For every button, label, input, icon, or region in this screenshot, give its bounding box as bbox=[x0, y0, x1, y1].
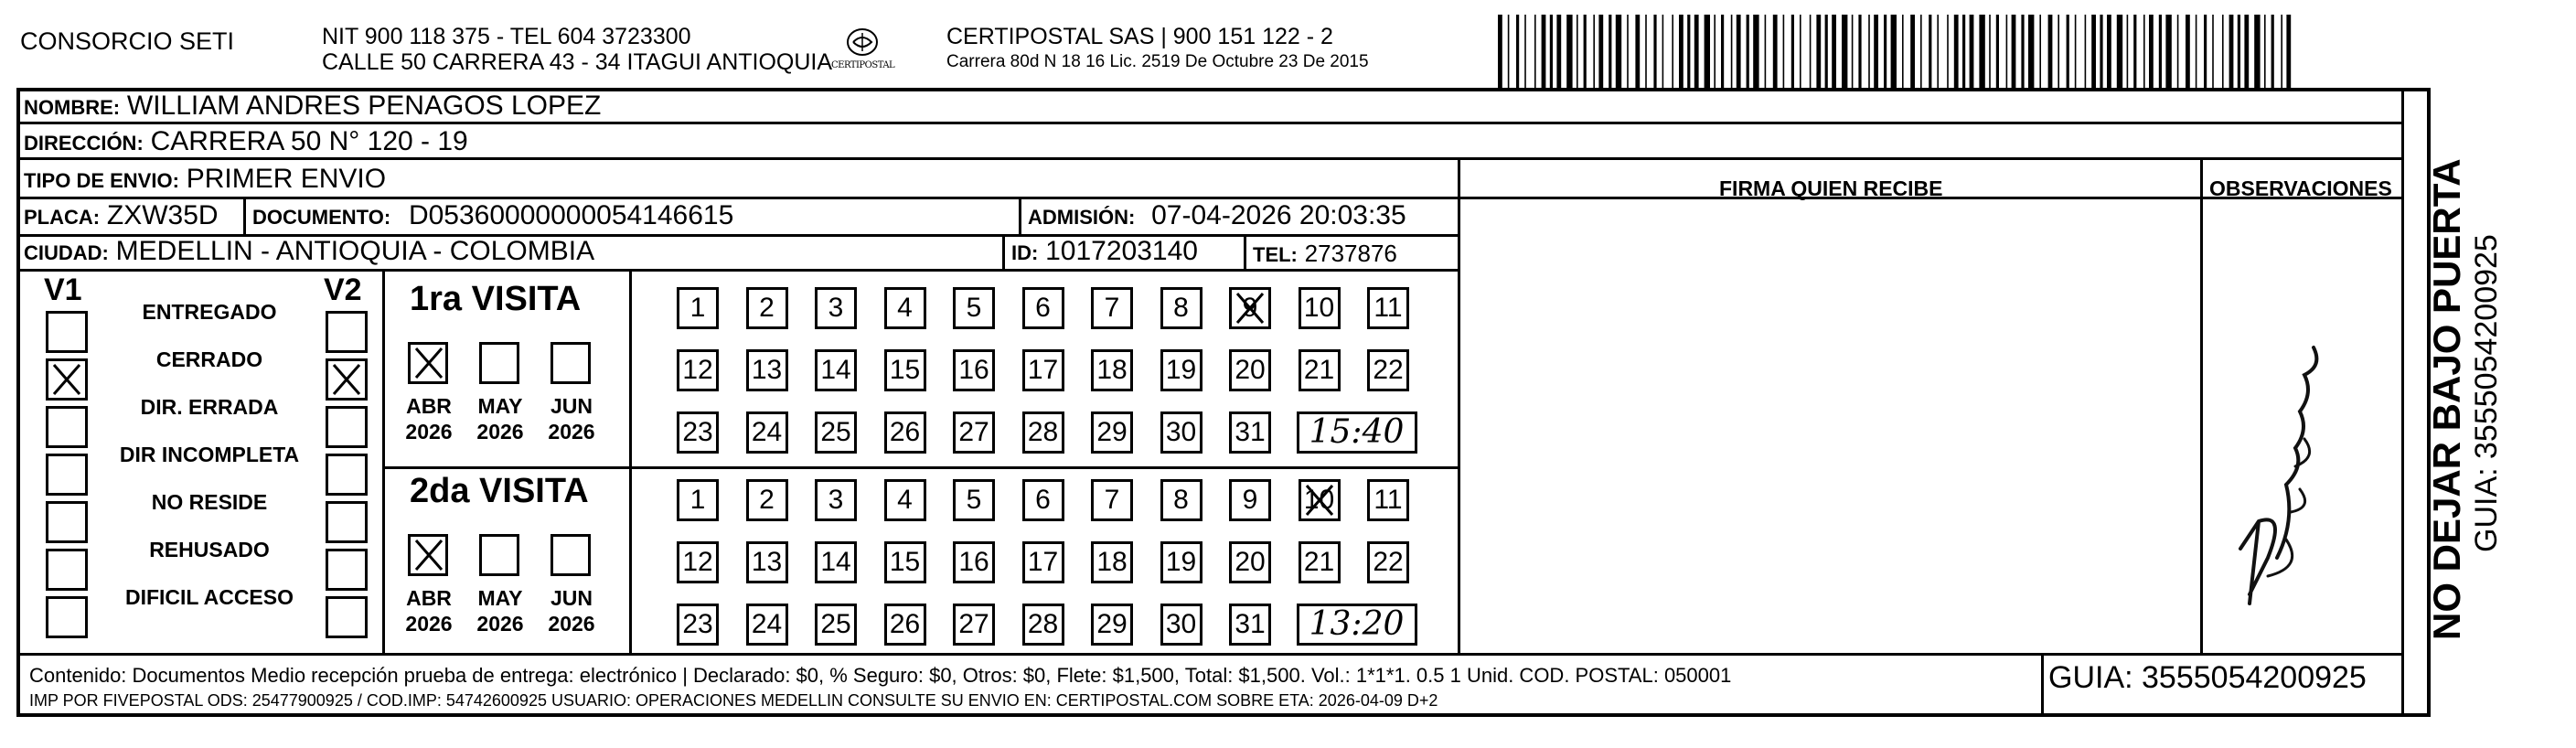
day-cell[interactable]: 4 bbox=[884, 479, 926, 521]
barcode-bar bbox=[2186, 15, 2190, 90]
month-checkbox[interactable] bbox=[479, 342, 519, 384]
day-cell[interactable]: 2 bbox=[746, 287, 788, 329]
day-cell[interactable]: 29 bbox=[1091, 604, 1133, 646]
tel-field bbox=[1253, 239, 1397, 270]
nombre-label: NOMBRE: bbox=[24, 96, 121, 119]
day-cell[interactable]: 5 bbox=[953, 287, 995, 329]
barcode-bar bbox=[1810, 15, 1812, 90]
day-cell[interactable]: 4 bbox=[884, 287, 926, 329]
status-label: DIR. ERRADA bbox=[140, 395, 279, 419]
barcode-bar bbox=[2058, 15, 2059, 90]
day-cell[interactable]: 26 bbox=[884, 604, 926, 646]
barcode-bar bbox=[1800, 15, 1801, 90]
barcode-bar bbox=[1765, 15, 1767, 90]
barcode-bar bbox=[2177, 15, 2179, 90]
no-dejar-warning: NO DEJAR BAJO PUERTA bbox=[2425, 158, 2468, 640]
month-label bbox=[468, 585, 532, 636]
row-divider bbox=[16, 269, 1458, 272]
barcode-bar bbox=[1954, 15, 1959, 90]
barcode-bar bbox=[1753, 15, 1758, 90]
barcode-bar bbox=[2143, 15, 2145, 90]
id-value: 1017203140 bbox=[1045, 236, 1198, 266]
tel-label: TEL: bbox=[1253, 243, 1298, 266]
barcode-bar bbox=[1737, 15, 1741, 90]
barcode-bar bbox=[1662, 15, 1664, 90]
barcode-bar bbox=[2281, 15, 2282, 90]
month-checkbox[interactable] bbox=[550, 534, 591, 576]
day-cell[interactable]: 20 bbox=[1229, 349, 1271, 391]
month-label bbox=[540, 393, 604, 444]
status-label: DIFICIL ACCESO bbox=[124, 585, 294, 609]
address-line: CALLE 50 CARRERA 43 - 34 ITAGUI ANTIOQUIA bbox=[322, 49, 833, 75]
day-cell[interactable]: 3 bbox=[815, 479, 857, 521]
month-year: 2026 bbox=[476, 420, 524, 443]
barcode-bar bbox=[1773, 15, 1778, 90]
day-cell[interactable]: 7 bbox=[1091, 287, 1133, 329]
barcode-bar bbox=[1874, 15, 1878, 90]
month-checkbox[interactable] bbox=[408, 342, 448, 384]
status-label: REHUSADO bbox=[149, 538, 270, 561]
day-cell[interactable]: 14 bbox=[815, 349, 857, 391]
barcode-bar bbox=[2212, 15, 2214, 90]
day-cell[interactable]: 1 bbox=[677, 287, 719, 329]
col-divider bbox=[1019, 197, 1021, 234]
v1-checkbox[interactable] bbox=[46, 358, 88, 401]
barcode-bar bbox=[2204, 15, 2207, 90]
day-cell[interactable]: 6 bbox=[1022, 479, 1064, 521]
barcode-bar bbox=[1694, 15, 1699, 90]
barcode-bar bbox=[2075, 15, 2077, 90]
barcode-bar bbox=[2254, 15, 2260, 90]
visita2-title: 2da VISITA bbox=[410, 472, 589, 510]
content-details: Contenido: Documentos Medio recepción prueba de entrega: electrónico | Declarado: $0, % Seguro: $0, Otros: $0, Flete: $1,500, Total: $1,500. Vol.: 1*1*1. 0.5 1 Unid. COD. POSTAL: 050001 bbox=[29, 664, 1732, 687]
barcode-bar bbox=[1858, 15, 1861, 90]
barcode-bar bbox=[1902, 15, 1904, 90]
day-cell[interactable]: 9 bbox=[1229, 479, 1271, 521]
barcode-bar bbox=[1616, 15, 1621, 90]
col-divider bbox=[2041, 653, 2044, 717]
barcode-bar bbox=[1920, 15, 1922, 90]
day-cell[interactable]: 18 bbox=[1091, 349, 1133, 391]
barcode-bar bbox=[2222, 15, 2224, 90]
v2-checkbox[interactable] bbox=[326, 501, 368, 543]
day-cell[interactable]: 25 bbox=[815, 604, 857, 646]
cert-line: CERTIPOSTAL SAS | 900 151 122 - 2 bbox=[946, 24, 1333, 49]
x-mark-icon bbox=[48, 361, 85, 398]
v1-label: V1 bbox=[44, 272, 82, 307]
month-checkbox[interactable] bbox=[479, 534, 519, 576]
barcode-bar bbox=[1852, 15, 1854, 90]
barcode-bar bbox=[2117, 15, 2122, 90]
col-divider bbox=[1002, 234, 1005, 269]
barcode-bar bbox=[1714, 15, 1716, 90]
barcode-bar bbox=[2238, 15, 2240, 90]
day-cell[interactable]: 10 bbox=[1299, 479, 1341, 521]
day-cell[interactable]: 23 bbox=[677, 604, 719, 646]
barcode-bar bbox=[2091, 15, 2096, 90]
nombre-field bbox=[24, 91, 601, 123]
day-cell[interactable]: 2 bbox=[746, 479, 788, 521]
day-cell[interactable]: 28 bbox=[1022, 411, 1064, 454]
barcode-bar bbox=[1534, 15, 1536, 90]
barcode-bar bbox=[1747, 15, 1749, 90]
month-name: MAY bbox=[477, 394, 523, 418]
barcode-bar bbox=[1816, 15, 1821, 90]
day-cell[interactable]: 30 bbox=[1160, 604, 1202, 646]
barcode-bar bbox=[2165, 15, 2171, 90]
month-name: MAY bbox=[477, 586, 523, 610]
day-cell[interactable]: 5 bbox=[953, 479, 995, 521]
barcode-bar bbox=[1645, 15, 1647, 90]
day-cell[interactable]: 30 bbox=[1160, 411, 1202, 454]
barcode-bar bbox=[1584, 15, 1587, 90]
barcode-bar bbox=[1679, 15, 1683, 90]
day-cell[interactable]: 16 bbox=[953, 541, 995, 583]
direccion-value: CARRERA 50 N° 120 - 19 bbox=[150, 126, 468, 156]
barcode-bar bbox=[1705, 15, 1710, 90]
day-cell[interactable]: 8 bbox=[1160, 479, 1202, 521]
x-mark-icon bbox=[411, 345, 447, 381]
barcode-bar bbox=[1556, 15, 1561, 90]
print-info: IMP POR FIVEPOSTAL ODS: 25477900925 / COD.IMP: 54742600925 USUARIO: OPERACIONES MEDELLIN CONSULTE SU ENVIO EN: CERTIPOSTAL.COM SOBRE ETA: 2026-04-09 D+2 bbox=[29, 691, 1438, 710]
day-cell[interactable]: 7 bbox=[1091, 479, 1133, 521]
barcode-bar bbox=[1979, 15, 1984, 90]
v2-checkbox[interactable] bbox=[326, 358, 368, 401]
barcode-bar bbox=[2012, 15, 2016, 90]
documento-label: DOCUMENTO: bbox=[252, 206, 391, 229]
barcode-bar bbox=[2100, 15, 2102, 90]
barcode-bar bbox=[1989, 15, 1991, 90]
barcode-bar bbox=[1891, 15, 1897, 90]
nombre-value: WILLIAM ANDRES PENAGOS LOPEZ bbox=[126, 91, 602, 121]
barcode-bar bbox=[1842, 15, 1847, 90]
barcode-bar bbox=[2006, 15, 2008, 90]
barcode-bar bbox=[2159, 15, 2162, 90]
tipo-value: PRIMER ENVIO bbox=[186, 164, 387, 194]
day-cell[interactable]: 21 bbox=[1299, 541, 1341, 583]
day-cell[interactable]: 1 bbox=[677, 479, 719, 521]
day-cell[interactable]: 6 bbox=[1022, 287, 1064, 329]
day-cell[interactable]: 28 bbox=[1022, 604, 1064, 646]
v2-checkbox[interactable] bbox=[326, 596, 368, 638]
col-divider bbox=[382, 269, 385, 653]
barcode-bar bbox=[1508, 15, 1510, 90]
barcode-bar bbox=[2264, 15, 2266, 90]
day-cell[interactable]: 9 bbox=[1229, 287, 1271, 329]
nit-line: NIT 900 118 375 - TEL 604 3723300 bbox=[322, 24, 691, 49]
day-cell[interactable]: 22 bbox=[1367, 541, 1409, 583]
row-divider bbox=[382, 466, 1458, 469]
barcode-bar bbox=[1791, 15, 1794, 90]
day-cell[interactable]: 31 bbox=[1229, 411, 1271, 454]
barcode-bar bbox=[2229, 15, 2234, 90]
barcode-bar bbox=[2286, 15, 2291, 90]
day-cell[interactable]: 19 bbox=[1160, 541, 1202, 583]
v2-checkbox[interactable] bbox=[326, 311, 368, 353]
guia-vertical: GUIA: 3555054200925 bbox=[2469, 234, 2504, 552]
status-label: ENTREGADO bbox=[142, 300, 277, 324]
v1-checkbox[interactable] bbox=[46, 596, 88, 638]
day-cell[interactable]: 26 bbox=[884, 411, 926, 454]
day-cell[interactable]: 16 bbox=[953, 349, 995, 391]
barcode bbox=[1498, 15, 2301, 90]
col-divider bbox=[2200, 157, 2203, 656]
day-cell[interactable]: 13 bbox=[746, 349, 788, 391]
visita1-title: 1ra VISITA bbox=[410, 280, 582, 318]
admision-label: ADMISIÓN: bbox=[1028, 206, 1136, 229]
documento-value: D05360000000054146615 bbox=[408, 200, 734, 230]
day-cell[interactable]: 24 bbox=[746, 411, 788, 454]
barcode-bar bbox=[1653, 15, 1656, 90]
barcode-bar bbox=[1970, 15, 1974, 90]
documento-field bbox=[252, 201, 733, 232]
x-mark-icon bbox=[1232, 290, 1268, 326]
certipostal-logo bbox=[828, 22, 897, 80]
day-cell[interactable]: 21 bbox=[1299, 349, 1341, 391]
day-cell[interactable]: 24 bbox=[746, 604, 788, 646]
day-cell[interactable]: 8 bbox=[1160, 287, 1202, 329]
barcode-bar bbox=[1825, 15, 1828, 90]
barcode-bar bbox=[1635, 15, 1640, 90]
month-name: ABR bbox=[406, 394, 452, 418]
company-info bbox=[322, 24, 832, 75]
day-cell[interactable]: 17 bbox=[1022, 541, 1064, 583]
day-cell[interactable]: 12 bbox=[677, 541, 719, 583]
barcode-bar bbox=[1687, 15, 1690, 90]
placa-label: PLACA: bbox=[24, 206, 101, 229]
month-name: JUN bbox=[550, 394, 593, 418]
month-checkbox[interactable] bbox=[408, 534, 448, 576]
day-cell[interactable]: 27 bbox=[953, 411, 995, 454]
v2-checkbox[interactable] bbox=[326, 549, 368, 591]
status-label: DIR INCOMPLETA bbox=[119, 443, 300, 466]
tel-value: 2737876 bbox=[1304, 240, 1397, 267]
day-cell[interactable]: 15 bbox=[884, 349, 926, 391]
license-line: Carrera 80d N 18 16 Lic. 2519 De Octubre 23 De 2015 bbox=[946, 52, 1369, 71]
barcode-bar bbox=[1524, 15, 1526, 90]
placa-field bbox=[24, 201, 219, 232]
status-label: NO RESIDE bbox=[151, 490, 268, 514]
v1-checkbox[interactable] bbox=[46, 454, 88, 496]
barcode-bar bbox=[1731, 15, 1733, 90]
month-year: 2026 bbox=[548, 420, 595, 443]
id-field bbox=[1011, 237, 1198, 268]
placa-value: ZXW35D bbox=[106, 200, 219, 230]
barcode-bar bbox=[1962, 15, 1965, 90]
month-year: 2026 bbox=[476, 612, 524, 636]
admision-field bbox=[1028, 201, 1406, 232]
signature bbox=[2222, 338, 2359, 613]
logo-text: CERTIPOSTAL bbox=[831, 60, 895, 70]
v1-checkbox[interactable] bbox=[46, 311, 88, 353]
observaciones-header: OBSERVACIONES bbox=[2209, 176, 2392, 200]
barcode-bar bbox=[1721, 15, 1724, 90]
firma-header: FIRMA QUIEN RECIBE bbox=[1719, 176, 1943, 200]
month-label bbox=[540, 585, 604, 636]
direccion-label: DIRECCIÓN: bbox=[24, 132, 144, 155]
barcode-bar bbox=[1929, 15, 1931, 90]
direccion-field bbox=[24, 127, 468, 158]
col-divider bbox=[629, 269, 632, 653]
barcode-bar bbox=[2021, 15, 2024, 90]
barcode-bar bbox=[1868, 15, 1870, 90]
barcode-bar bbox=[1672, 15, 1673, 90]
barcode-bar bbox=[1832, 15, 1836, 90]
day-cell[interactable]: 31 bbox=[1229, 604, 1271, 646]
certipostal-info bbox=[946, 24, 1369, 75]
barcode-bar bbox=[1542, 15, 1546, 90]
day-cell[interactable]: 18 bbox=[1091, 541, 1133, 583]
day-cell[interactable]: 23 bbox=[677, 411, 719, 454]
barcode-bar bbox=[2039, 15, 2041, 90]
month-year: 2026 bbox=[548, 612, 595, 636]
tipo-label: TIPO DE ENVIO: bbox=[24, 169, 179, 192]
day-cell[interactable]: 19 bbox=[1160, 349, 1202, 391]
tipo-envio-field bbox=[24, 165, 386, 196]
col-divider bbox=[1244, 234, 1246, 269]
status-label: CERRADO bbox=[155, 347, 263, 371]
month-name: JUN bbox=[550, 586, 593, 610]
day-cell[interactable]: 20 bbox=[1229, 541, 1271, 583]
barcode-bar bbox=[2048, 15, 2053, 90]
month-year: 2026 bbox=[405, 612, 453, 636]
barcode-bar bbox=[1598, 15, 1603, 90]
barcode-bar bbox=[1884, 15, 1887, 90]
day-cell[interactable]: 17 bbox=[1022, 349, 1064, 391]
barcode-bar bbox=[1627, 15, 1629, 90]
barcode-bar bbox=[1783, 15, 1785, 90]
day-cell[interactable]: 10 bbox=[1299, 287, 1341, 329]
v2-checkbox[interactable] bbox=[326, 406, 368, 448]
month-label bbox=[397, 585, 461, 636]
day-cell[interactable]: 11 bbox=[1367, 479, 1409, 521]
barcode-bar bbox=[2149, 15, 2154, 90]
barcode-bar bbox=[1516, 15, 1519, 90]
x-mark-icon bbox=[328, 361, 365, 398]
day-cell[interactable]: 29 bbox=[1091, 411, 1133, 454]
barcode-bar bbox=[2133, 15, 2136, 90]
barcode-bar bbox=[1910, 15, 1915, 90]
v2-label: V2 bbox=[324, 272, 362, 307]
barcode-bar bbox=[1566, 15, 1572, 90]
guia-number: GUIA: 3555054200925 bbox=[2048, 660, 2367, 695]
barcode-bar bbox=[1498, 15, 1502, 90]
day-cell[interactable]: 3 bbox=[815, 287, 857, 329]
month-name: ABR bbox=[406, 586, 452, 610]
barcode-bar bbox=[2028, 15, 2034, 90]
day-cell[interactable]: 14 bbox=[815, 541, 857, 583]
admision-value: 07-04-2026 20:03:35 bbox=[1151, 200, 1406, 230]
barcode-bar bbox=[1593, 15, 1595, 90]
day-cell[interactable]: 25 bbox=[815, 411, 857, 454]
day-cell[interactable]: 13 bbox=[746, 541, 788, 583]
col-divider bbox=[2401, 88, 2404, 717]
barcode-bar bbox=[1937, 15, 1939, 90]
row-divider bbox=[16, 197, 2403, 199]
x-mark-icon bbox=[411, 537, 447, 573]
barcode-bar bbox=[1550, 15, 1553, 90]
day-cell[interactable]: 12 bbox=[677, 349, 719, 391]
barcode-bar bbox=[2196, 15, 2197, 90]
barcode-bar bbox=[2107, 15, 2111, 90]
barcode-bar bbox=[1947, 15, 1949, 90]
ciudad-field bbox=[24, 237, 594, 268]
col-divider bbox=[1458, 157, 1460, 656]
visit-time: 15:40 bbox=[1297, 411, 1417, 454]
barcode-bar bbox=[2271, 15, 2274, 90]
v1-checkbox[interactable] bbox=[46, 549, 88, 591]
row-divider bbox=[16, 653, 2403, 656]
barcode-bar bbox=[2067, 15, 2069, 90]
month-label bbox=[397, 393, 461, 444]
month-checkbox[interactable] bbox=[550, 342, 591, 384]
visit-time: 13:20 bbox=[1297, 604, 1417, 646]
barcode-bar bbox=[2085, 15, 2087, 90]
day-cell[interactable]: 11 bbox=[1367, 287, 1409, 329]
id-label: ID: bbox=[1011, 241, 1039, 264]
v2-checkbox[interactable] bbox=[326, 454, 368, 496]
day-cell[interactable]: 15 bbox=[884, 541, 926, 583]
barcode-bar bbox=[2244, 15, 2249, 90]
day-cell[interactable]: 22 bbox=[1367, 349, 1409, 391]
ciudad-value: MEDELLIN - ANTIOQUIA - COLOMBIA bbox=[115, 236, 595, 266]
barcode-bar bbox=[1996, 15, 1999, 90]
x-mark-icon bbox=[1301, 482, 1338, 518]
barcode-bar bbox=[1577, 15, 1578, 90]
barcode-bar bbox=[2127, 15, 2129, 90]
barcode-bar bbox=[1609, 15, 1611, 90]
v1-checkbox[interactable] bbox=[46, 501, 88, 543]
day-cell[interactable]: 27 bbox=[953, 604, 995, 646]
col-divider bbox=[243, 197, 246, 234]
company-name: CONSORCIO SETI bbox=[20, 27, 235, 55]
month-year: 2026 bbox=[405, 420, 453, 443]
v1-checkbox[interactable] bbox=[46, 406, 88, 448]
ciudad-label: CIUDAD: bbox=[24, 241, 109, 264]
month-label bbox=[468, 393, 532, 444]
